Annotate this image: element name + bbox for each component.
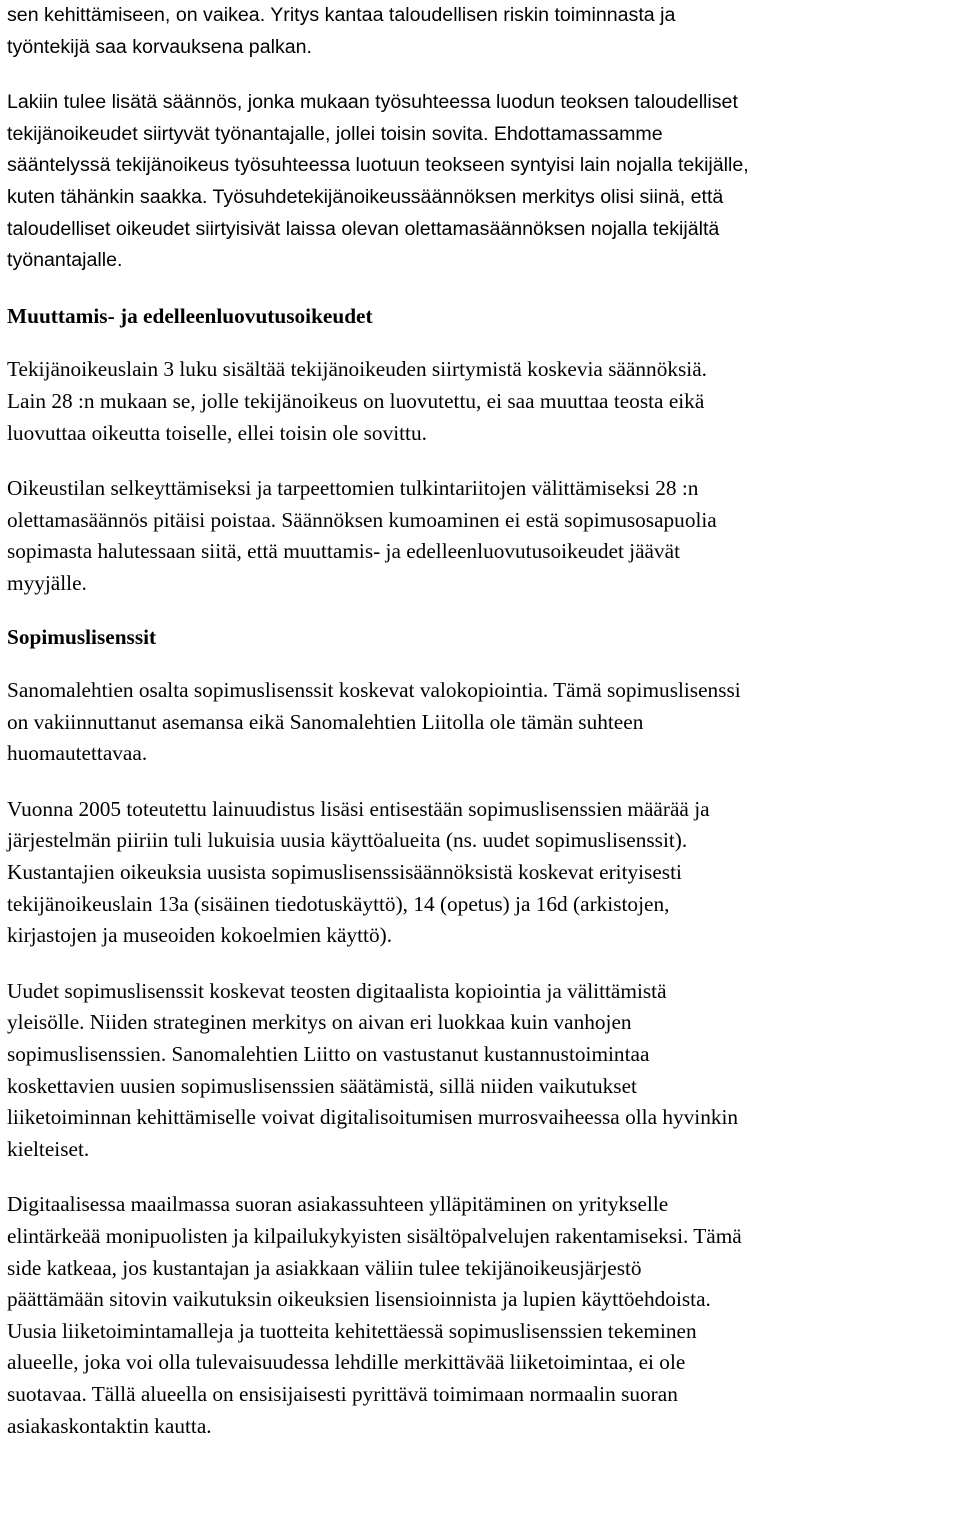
text-line: työntekijä saa korvauksena palkan.	[7, 35, 312, 58]
text-line: alueelle, joka voi olla tulevaisuudessa lehdille merkittävää liiketoimintaa, ei ole	[7, 1350, 686, 1375]
text-line: myyjälle.	[7, 570, 87, 595]
text-line: taloudelliset oikeudet siirtyisivät laissa olevan olettamasäännöksen nojalla tekijältä	[7, 217, 720, 240]
text-line: Digitaalisessa maailmassa suoran asiakassuhteen ylläpitäminen on yritykselle	[7, 1192, 669, 1217]
paragraph-photocopying	[7, 675, 957, 770]
text-line: päättämään sitovin vaikutuksin oikeuksien lisensioinnista ja lupien käyttöehdoista.	[7, 1287, 711, 1312]
text-line: Lakiin tulee lisätä säännös, jonka mukaan työsuhteessa luodun teoksen taloudelliset	[7, 91, 738, 114]
paragraph-digital-world	[7, 1189, 957, 1442]
heading-text: Sopimuslisenssit	[7, 624, 157, 649]
text-line: sopimasta halutessaan siitä, että muuttamis- ja edelleenluovutusoikeudet jäävät	[7, 539, 681, 564]
paragraph-work-relationship	[7, 87, 957, 277]
text-line: kielteiset.	[7, 1136, 90, 1161]
text-line: työnantajalle.	[7, 249, 123, 272]
text-line: yleisölle. Niiden strateginen merkitys on aivan eri luokkaa kuin vanhojen	[7, 1010, 632, 1035]
text-line: Oikeustilan selkeyttämiseksi ja tarpeettomien tulkintariitojen välittämiseksi 28 :n	[7, 476, 699, 501]
text-line: Tekijänoikeuslain 3 luku sisältää tekijänoikeuden siirtymistä koskevia säännöksiä.	[7, 357, 707, 382]
text-line: suotavaa. Tällä alueella on ensisijaisesti pyrittävä toimimaan normaalin suoran	[7, 1381, 678, 1406]
text-line: kuten tähänkin saakka. Työsuhdetekijänoikeussäännöksen merkitys olisi siinä, että	[7, 185, 724, 208]
text-line: on vakiinnuttanut asemansa eikä Sanomalehtien Liitolla ole tämän suhteen	[7, 709, 644, 734]
text-line: sen kehittämiseen, on vaikea. Yritys kantaa taloudellisen riskin toiminnasta ja	[7, 4, 676, 26]
text-line: tekijänoikeudet siirtyvät työnantajalle, jollei toisin sovita. Ehdottamassamme	[7, 122, 663, 145]
paragraph-law-reform-2005	[7, 794, 957, 952]
paragraph-new-licenses	[7, 976, 957, 1166]
text-line: olettamasäännös pitäisi poistaa. Säännöksen kumoaminen ei estä sopimusosapuolia	[7, 507, 717, 532]
text-line: tekijänoikeuslain 13a (sisäinen tiedotuskäyttö), 14 (opetus) ja 16d (arkistojen,	[7, 891, 670, 916]
text-line: liiketoiminnan kehittämiselle voivat digitalisoitumisen murrosvaiheessa olla hyvinkin	[7, 1105, 739, 1130]
text-line: kirjastojen ja museoiden kokoelmien käyttö).	[7, 923, 393, 948]
text-line: Uusia liiketoimintamalleja ja tuotteita kehitettäessä sopimuslisenssien tekeminen	[7, 1318, 697, 1343]
paragraph-rights-transfer	[7, 354, 957, 449]
text-line: Uudet sopimuslisenssit koskevat teosten digitaalista kopiointia ja välittämistä	[7, 978, 667, 1003]
text-line: huomautettavaa.	[7, 741, 148, 766]
document-page	[7, 0, 957, 1442]
text-line: sääntelyssä tekijänoikeus työsuhteessa luotuun teokseen syntyisi lain nojalla tekijälle,	[7, 154, 749, 177]
paragraph-intro	[7, 0, 957, 63]
text-line: elintärkeää monipuolisten ja kilpailukykyisten sisältöpalvelujen rakentamiseksi. Tämä	[7, 1224, 742, 1248]
text-line: Lain 28 :n mukaan se, jolle tekijänoikeus on luovutettu, ei saa muuttaa teosta eikä	[7, 388, 705, 413]
text-line: side katkeaa, jos kustantajan ja asiakkaan väliin tulee tekijänoikeusjärjestö	[7, 1255, 642, 1280]
paragraph-presumption-rule	[7, 473, 957, 599]
text-line: sopimuslisenssien. Sanomalehtien Liitto on vastustanut kustannustoimintaa	[7, 1042, 650, 1067]
text-line: asiakaskontaktin kautta.	[7, 1413, 212, 1438]
section-heading	[7, 301, 957, 333]
text-line: luovuttaa oikeutta toiselle, ellei toisin ole sovittu.	[7, 420, 427, 445]
text-line: järjestelmän piiriin tuli lukuisia uusia käyttöalueita (ns. uudet sopimuslisenssit).	[7, 828, 688, 853]
section-heading	[7, 622, 957, 654]
heading-text: Muuttamis- ja edelleenluovutusoikeudet	[7, 303, 373, 328]
text-line: Sanomalehtien osalta sopimuslisenssit koskevat valokopiointia. Tämä sopimuslisenssi	[7, 678, 741, 703]
text-line: Vuonna 2005 toteutettu lainuudistus lisäsi entisestään sopimuslisenssien määrää ja	[7, 796, 710, 821]
text-line: Kustantajien oikeuksia uusista sopimuslisenssisäännöksistä koskevat erityisesti	[7, 860, 682, 885]
text-line: koskettavien uusien sopimuslisenssien säätämistä, sillä niiden vaikutukset	[7, 1073, 637, 1098]
